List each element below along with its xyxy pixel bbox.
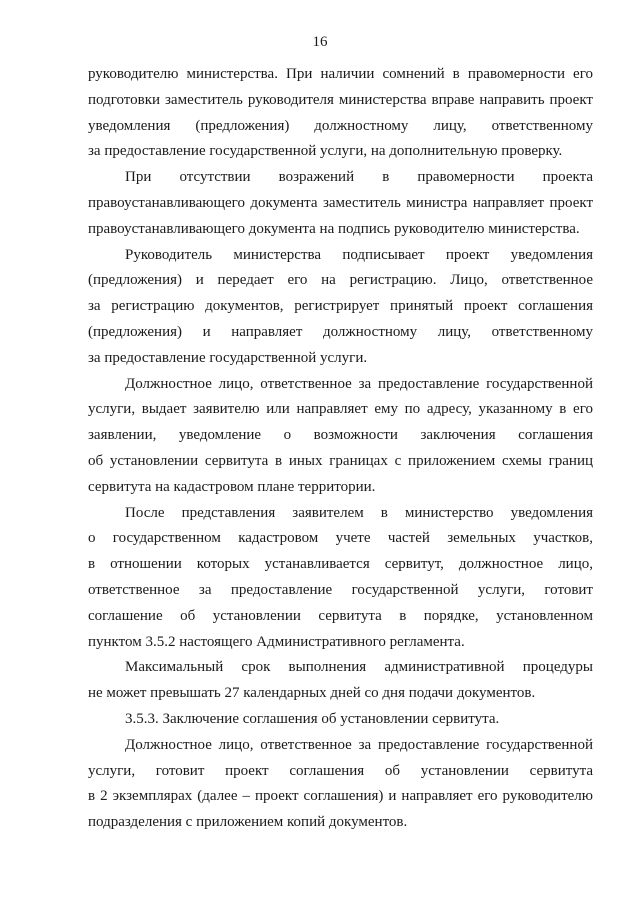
text-line: соглашение об установлении сервитута в порядке, установленном — [88, 607, 593, 624]
text-line: 3.5.3. Заключение соглашения об установлении сервитута. — [125, 710, 500, 727]
text-line: правоустанавливающего документа заместитель министра направляет проект — [88, 194, 593, 211]
text-line: услуги, готовит проект соглашения об установлении сервитута — [88, 762, 593, 779]
paragraph-2 — [88, 165, 593, 242]
text-line: ответственное за предоставление государственной услуги, готовит — [88, 581, 593, 598]
text-line: Должностное лицо, ответственное за предоставление государственной — [125, 736, 593, 753]
text-line: услуги, выдает заявителю или направляет ему по адресу, указанному в его — [88, 401, 593, 418]
text-line: руководителю министерства. При наличии сомнений в правомерности его — [88, 66, 593, 82]
body-text — [88, 62, 593, 836]
text-line: об установлении сервитута в иных границах с приложением схемы границ — [88, 452, 593, 469]
text-line: в 2 экземплярах (далее – проект соглашения) и направляет его руководителю — [88, 788, 593, 805]
text-line: не может превышать 27 календарных дней со дня подачи документов. — [88, 685, 536, 702]
text-line: подразделения с приложением копий документов. — [88, 814, 408, 831]
text-line: При отсутствии возражений в правомерности проекта — [125, 169, 593, 186]
text-line: уведомления (предложения) должностному лицу, ответственному — [88, 117, 593, 134]
text-line: (предложения) и направляет должностному лицу, ответственному — [88, 323, 593, 340]
paragraph-1 — [88, 62, 593, 165]
paragraph-3 — [88, 243, 593, 372]
text-line: После представления заявителем в министерство уведомления — [125, 504, 593, 521]
text-line: Руководитель министерства подписывает проект уведомления — [125, 246, 593, 263]
text-line: за регистрацию документов, регистрирует принятый проект соглашения — [88, 298, 593, 315]
text-line: подготовки заместитель руководителя министерства вправе направить проект — [88, 91, 593, 108]
text-line: правоустанавливающего документа на подпись руководителю министерства. — [88, 220, 580, 237]
page-number: 16 — [312, 34, 328, 50]
text-line: пунктом 3.5.2 настоящего Административного регламента. — [88, 633, 465, 650]
text-line: в отношении которых устанавливается сервитут, должностное лицо, — [88, 556, 593, 573]
text-line: заявлении, уведомление о возможности заключения соглашения — [88, 427, 593, 444]
paragraph-5 — [88, 501, 593, 656]
text-line: за предоставление государственной услуги. — [88, 349, 368, 366]
text-line: за предоставление государственной услуги, на дополнительную проверку. — [88, 143, 563, 160]
section-heading — [88, 707, 593, 733]
text-line: Должностное лицо, ответственное за предоставление государственной — [125, 375, 593, 392]
text-line: Максимальный срок выполнения административной процедуры — [125, 659, 593, 676]
text-line: сервитута на кадастровом плане территории. — [88, 478, 376, 495]
text-line: (предложения) и передает его на регистрацию. Лицо, ответственное — [88, 272, 593, 289]
paragraph-6 — [88, 655, 593, 707]
paragraph-4 — [88, 372, 593, 501]
text-line: о государственном кадастровом учете частей земельных участков, — [88, 530, 593, 547]
paragraph-8 — [88, 733, 593, 836]
